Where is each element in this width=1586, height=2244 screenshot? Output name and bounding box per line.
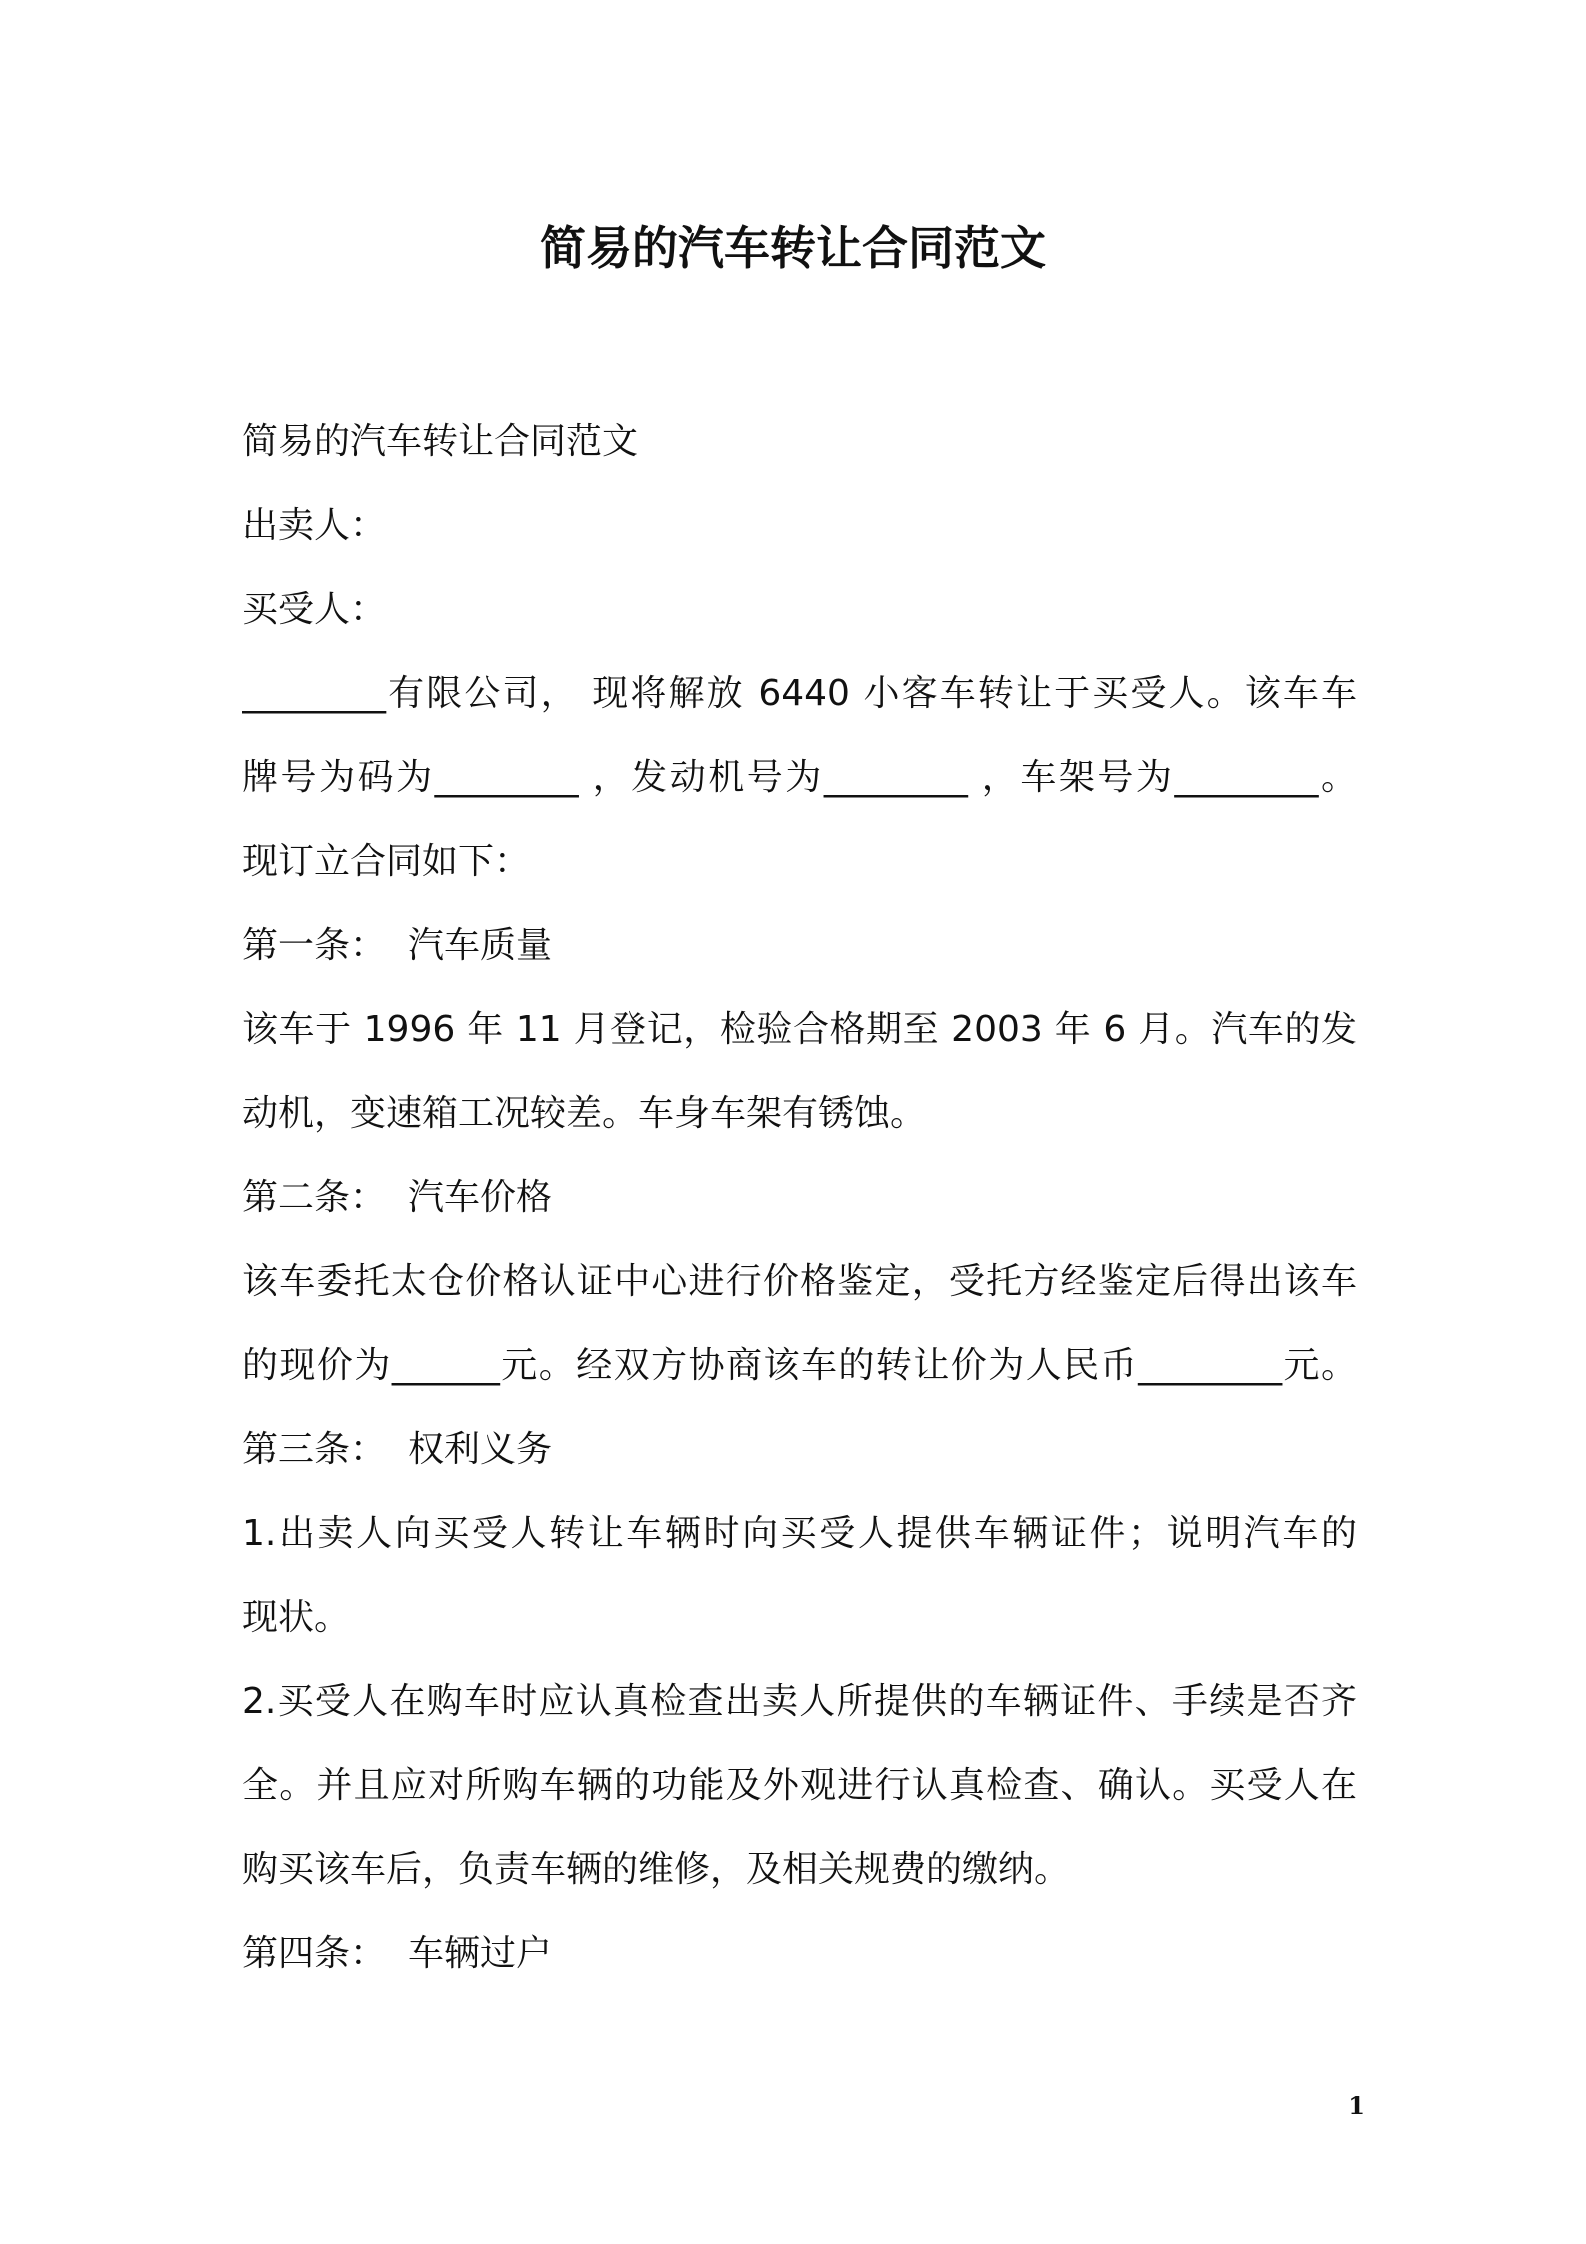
article-title: 汽车质量 [408, 925, 553, 966]
buyer-line: 买受人： [242, 589, 387, 630]
document-title: 简易的汽车转让合同范文 [540, 221, 1046, 275]
subtitle-line: 简易的汽车转让合同范文 [242, 421, 639, 462]
article-number: 第一条： [242, 925, 387, 966]
article-3-line-5: 购买该车后，负责车辆的维修，及相关规费的缴纳。 [242, 1849, 1071, 1890]
article-3-line-3: 2.买受人在购车时应认真检查出卖人所提供的车辆证件、手续是否齐 [242, 1681, 1357, 1722]
intro-line-1: ________有限公司， 现将解放 6440 小客车转让于买受人。该车车 [242, 673, 1357, 714]
article-2-line-1: 该车委托太仓价格认证中心进行价格鉴定，受托方经鉴定后得出该车 [242, 1261, 1357, 1302]
article-3-line-4: 全。并且应对所购车辆的功能及外观进行认真检查、确认。买受人在 [242, 1765, 1357, 1806]
article-number: 第三条： [242, 1429, 387, 1470]
article-1-line-1: 该车于 1996 年 11 月登记，检验合格期至 2003 年 6 月。汽车的发 [242, 1009, 1357, 1050]
article-3-line-1: 1.出卖人向买受人转让车辆时向买受人提供车辆证件；说明汽车的 [242, 1513, 1357, 1554]
article-3-heading [242, 1408, 1357, 1492]
article-number: 第二条： [242, 1177, 387, 1218]
intro-line-3: 现订立合同如下： [242, 841, 531, 882]
document-body [242, 400, 1357, 1996]
intro-line-2: 牌号为码为________ ，发动机号为________ ，车架号为________。 [242, 757, 1357, 798]
article-title: 权利义务 [408, 1429, 553, 1470]
article-number: 第四条： [242, 1933, 387, 1974]
article-1-heading [242, 904, 1357, 988]
article-title: 车辆过户 [408, 1933, 553, 1974]
page-number: 1 [1348, 2091, 1365, 2120]
article-4-heading [242, 1912, 1357, 1996]
article-3-line-2: 现状。 [242, 1597, 351, 1638]
article-2-heading [242, 1156, 1357, 1240]
article-title: 汽车价格 [408, 1177, 553, 1218]
article-1-line-2: 动机，变速箱工况较差。车身车架有锈蚀。 [242, 1093, 927, 1134]
article-2-line-2: 的现价为______元。经双方协商该车的转让价为人民币________元。 [242, 1345, 1357, 1386]
seller-line: 出卖人： [242, 505, 387, 546]
